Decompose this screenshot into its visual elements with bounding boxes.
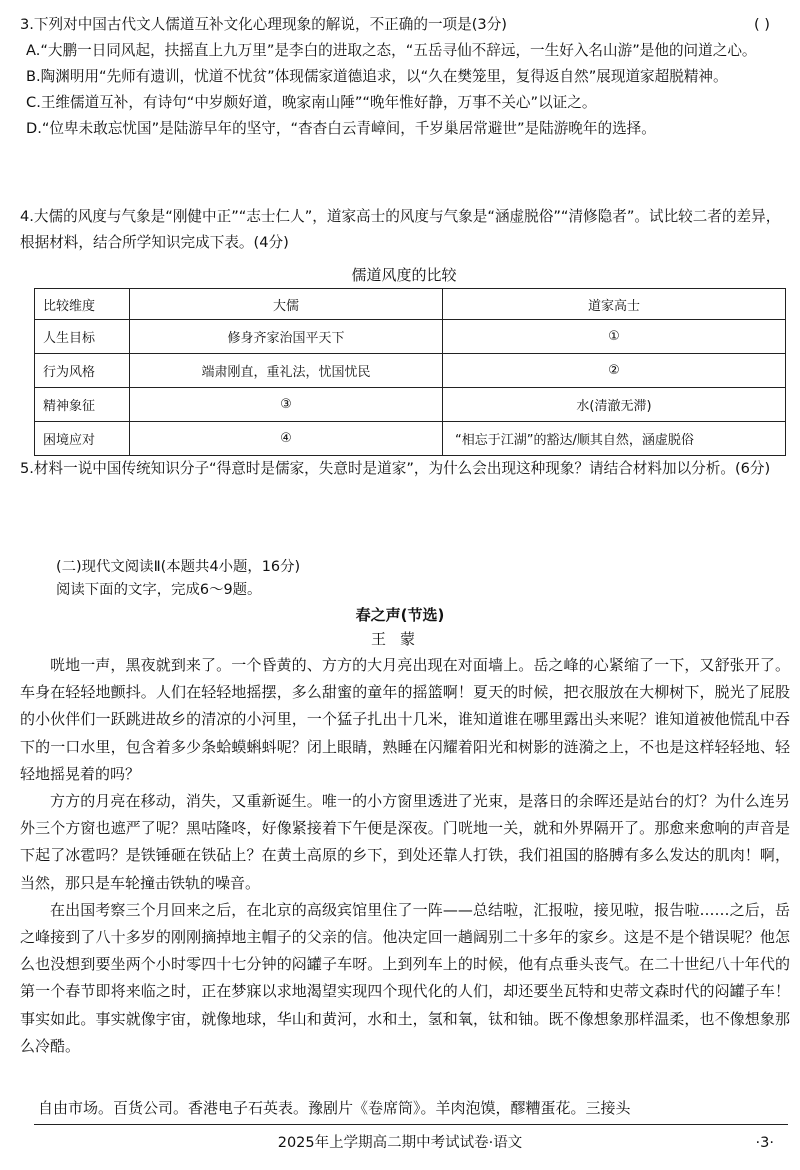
answer-bracket: ( ) (753, 16, 770, 33)
article-author: 王蒙 (370, 630, 429, 648)
table-title: 儒道风度的比较 (351, 266, 457, 284)
table-cell: 行为风格 (35, 354, 130, 388)
continued-line: 自由市场。百货公司。香港电子石英表。豫剧片《卷席筒》。羊肉泡馍，醪糟蛋花。三接头 (38, 1099, 631, 1117)
table-cell: 修身齐家治国平天下 (130, 320, 443, 354)
comparison-table (34, 288, 786, 456)
header-taoist: 道家高士 (443, 289, 786, 320)
option-c: C.王维儒道互补，有诗句“中岁颇好道，晚家南山陲”“晚年惟好静，万事不关心”以证之。 (26, 94, 597, 111)
question-5 (20, 456, 788, 482)
table-row (35, 320, 786, 354)
question-4-stem: 4.大儒的风度与气象是“刚健中正”“志士仁人”，道家高士的风度与气象是“涵虚脱俗”“清修隐者”。试比较二者的差异，根据材料，结合所学知识完成下表。(4分) (20, 208, 781, 251)
section-heading: (二)现代文阅读Ⅱ(本题共4小题，16分) (56, 559, 301, 575)
option-b: B.陶渊明用“先师有遗训，忧道不忧贫”体现儒家道德追求，以“久在樊笼里，复得返自然”展现道家超脱精神。 (26, 68, 728, 85)
header-confucian: 大儒 (130, 289, 443, 320)
table-row (35, 422, 786, 456)
table-cell-blank-3: ③ (130, 388, 443, 422)
table-cell: “相忘于江湖”的豁达/顺其自然，涵虚脱俗 (443, 422, 786, 456)
option-d: D.“位卑未敢忘忧国”是陆游早年的坚守，“杳杳白云青嶂间，千岁巢居常避世”是陆游晚年的选择。 (26, 120, 656, 137)
table-cell: 困境应对 (35, 422, 130, 456)
paragraph: 方方的月亮在移动，消失，又重新诞生。唯一的小方窗里透进了光束，是落日的余晖还是站台的灯？为什么连另外三个方窗也遮严了呢？黑咕隆咚，好像紧接着下午便是深夜。门咣地一关，就和外界隔开了。那愈来愈响的声音是下起了冰雹吗？是铁锤砸在铁砧上？在黄土高原的乡下，到处还靠人打铁，我们祖国的胳膊有多么发达的肌肉！啊，当然，那只是车轮撞击铁轨的噪音。 (20, 792, 790, 892)
question-4 (20, 204, 788, 256)
page-number: ·3· (755, 1135, 774, 1151)
table-row (35, 354, 786, 388)
table-cell: 水(清澈无滞) (443, 388, 786, 422)
paragraph: 在出国考察三个月回来之后，在北京的高级宾馆里住了一阵——总结啦，汇报啦，接见啦，报告啦……之后，岳之峰接到了八十多岁的刚刚摘掉地主帽子的父亲的信。他决定回一趟阔别二十多年的家乡。这是不是个错误呢？他怎么也没想到要坐两个小时零四十七分钟的闷罐子车呀。上到列车上的时候，他有点垂头丧气。在二十世纪八十年代的第一个春节即将来临之时，正在梦寐以求地渴望实现四个现代化的人们，却还要坐瓦特和史蒂文森时代的闷罐子车！事实如此。事实就像宇宙，就像地球，华山和黄河，水和土，氢和氧，钛和铀。既不像想象那样温柔，也不像想象那么冷酷。 (20, 900, 790, 1055)
footer-title: 2025年上学期高二期中考试试卷·语文 (277, 1135, 523, 1151)
table-cell-blank-1: ① (443, 320, 786, 354)
article-body (20, 652, 790, 1060)
table-header-row (35, 289, 786, 320)
paragraph: 咣地一声，黑夜就到来了。一个昏黄的、方方的大月亮出现在对面墙上。岳之峰的心紧缩了一下，又舒张开了。车身在轻轻地颤抖。人们在轻轻地摇摆，多么甜蜜的童年的摇篮啊！夏天的时候，把衣服放在大柳树下，脱光了屁股的小伙伴们一跃跳进故乡的清凉的小河里，一个猛子扎出十几米，谁知道谁在哪里露出头来呢？谁知道被他慌乱中吞下的一口水里，包含着多少条蛤蟆蝌蚪呢？闭上眼睛，熟睡在闪耀着阳光和树影的涟漪之上，不也是这样轻轻地、轻轻地摇晃着的吗？ (20, 656, 790, 783)
section-heading-block (56, 556, 300, 602)
table-row (35, 388, 786, 422)
table-cell: 人生目标 (35, 320, 130, 354)
table-cell-blank-4: ④ (130, 422, 443, 456)
option-a: A.“大鹏一日同风起，扶摇直上九万里”是李白的进取之态，“五岳寻仙不辞远，一生好入名山游”是他的问道之心。 (26, 42, 757, 59)
question-5-stem: 5.材料一说中国传统知识分子“得意时是儒家，失意时是道家”，为什么会出现这种现象？请结合材料加以分析。(6分) (20, 460, 771, 477)
reading-instruction: 阅读下面的文字，完成6～9题。 (56, 582, 262, 598)
question-3-stem: 3.下列对中国古代文人儒道互补文化心理现象的解说，不正确的一项是(3分) (20, 16, 508, 33)
article-title: 春之声(节选) (355, 606, 445, 624)
header-dimension: 比较维度 (35, 289, 130, 320)
footer-divider (34, 1124, 788, 1125)
table-cell-blank-2: ② (443, 354, 786, 388)
question-3 (20, 12, 788, 142)
table-cell: 精神象征 (35, 388, 130, 422)
table-cell: 端肃刚直，重礼法，忧国忧民 (130, 354, 443, 388)
